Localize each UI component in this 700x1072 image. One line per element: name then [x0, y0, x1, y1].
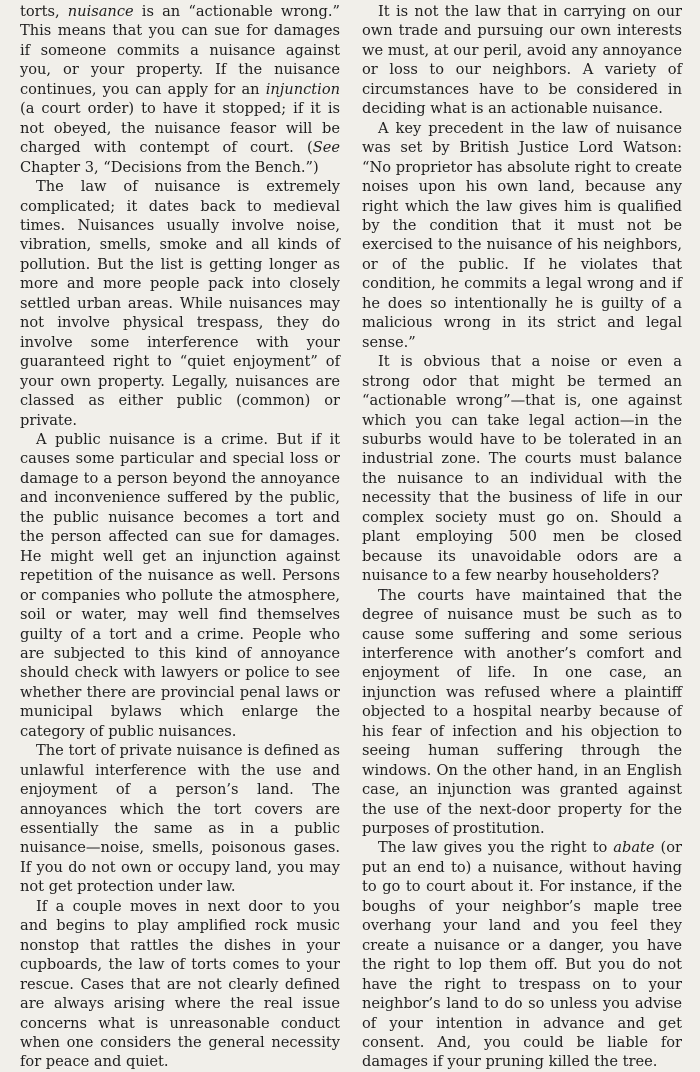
right-column: [362, 2, 682, 1071]
paragraph: The law gives you the right to abate (or put an end to) a nuisance, without having to go to court about it. For instance, if the boughs of your neighbor’s maple tree overhang your land and you feel they create a nuisance or a danger, you have the right to lop them off. But you do not have the right to trespass on to your neighbor’s land to do so unless you advise of your intention in advance and get consent. And, you could be liable for damages if your pruning killed the tree.: [362, 839, 682, 1071]
paragraph: torts, nuisance is an “actionable wrong.” This means that you can sue for damages if someone commits a nuisance against you, or your property. If the nuisance continues, you can apply for an injunction (a court order) to have it stopped; if it is not obeyed, the nuisance feasor will be charged with contempt of court. (See Chapter 3, “Decisions from the Bench.”): [20, 3, 340, 176]
paragraph: A key precedent in the law of nuisance was set by British Justice Lord Watson: “No proprietor has absolute right to create noises upon his own land, because any right which the law gives him is qualified by the condition that it must not be exercised to the nuisance of his neighbors, or of the public. If he violates that condition, he commits a legal wrong and if he does so intentionally he is guilty of a malicious wrong in its strict and legal sense.”: [362, 119, 682, 351]
left-column: [20, 2, 340, 1071]
paragraph: The tort of private nuisance is defined as unlawful interference with the use and enjoyment of a person’s land. The annoyances which the tort covers are essentially the same as in a public nuisance—noise, smells, poisonous gases. If you do not own or occupy land, you may not get protection under law.: [20, 742, 340, 896]
paragraph: If a couple moves in next door to you and begins to play amplified rock music nonstop that rattles the dishes in your cupboards, the law of torts comes to your rescue. Cases that are not clearly defined are always arising where the real issue concerns what is unreasonable conduct when one considers the general necessity for peace and quiet.: [20, 897, 340, 1071]
paragraph: The law of nuisance is extremely complicated; it dates back to medieval times. Nuisances usually involve noise, vibration, smells, smoke and all kinds of pollution. But the list is getting longer as more and more people pack into closely settled urban areas. While nuisances may not involve physical trespass, they do involve some interference with your guaranteed right to “quiet enjoyment” of your own property. Legally, nuisances are classed as either public (common) or private.: [20, 178, 340, 429]
paragraph: It is obvious that a noise or even a strong odor that might be termed an “actionable wrong”—that is, one against which you can take legal action—in the suburbs would have to be tolerated in an industrial zone. The courts must balance the nuisance to an individual with the necessity that the business of life in our complex society must go on. Should a plant employing 500 men be closed because its unavoidable odors are a nuisance to a few nearby householders?: [362, 353, 682, 585]
paragraph: A public nuisance is a crime. But if it causes some particular and special loss or damage to a person beyond the annoyance and inconvenience suffered by the public, the public nuisance becomes a tort and the person affected can sue for damages. He might well get an injunction against repetition of the nuisance as well. Persons or companies who pollute the atmosphere, soil or water, may well find themselves guilty of a tort and a crime. People who are subjected to this kind of annoyance should check with lawyers or police to see whether there are provincial penal laws or municipal bylaws which enlarge the category of public nuisances.: [20, 430, 340, 740]
paragraph: The courts have maintained that the degree of nuisance must be such as to cause some suffering and some serious interference with another’s comfort and enjoyment of life. In one case, an injunction was refused where a plaintiff objected to a hospital nearby because of his fear of infection and his objection to seeing human suffering through the windows. On the other hand, in an English case, an injunction was granted against the use of the next-door property for the purposes of prostitution.: [362, 586, 682, 838]
paragraph: It is not the law that in carrying on our own trade and pursuing our own interests we must, at our peril, avoid any annoyance or loss to our neighbors. A variety of circumstances have to be considered in deciding what is an actionable nuisance.: [362, 3, 682, 118]
